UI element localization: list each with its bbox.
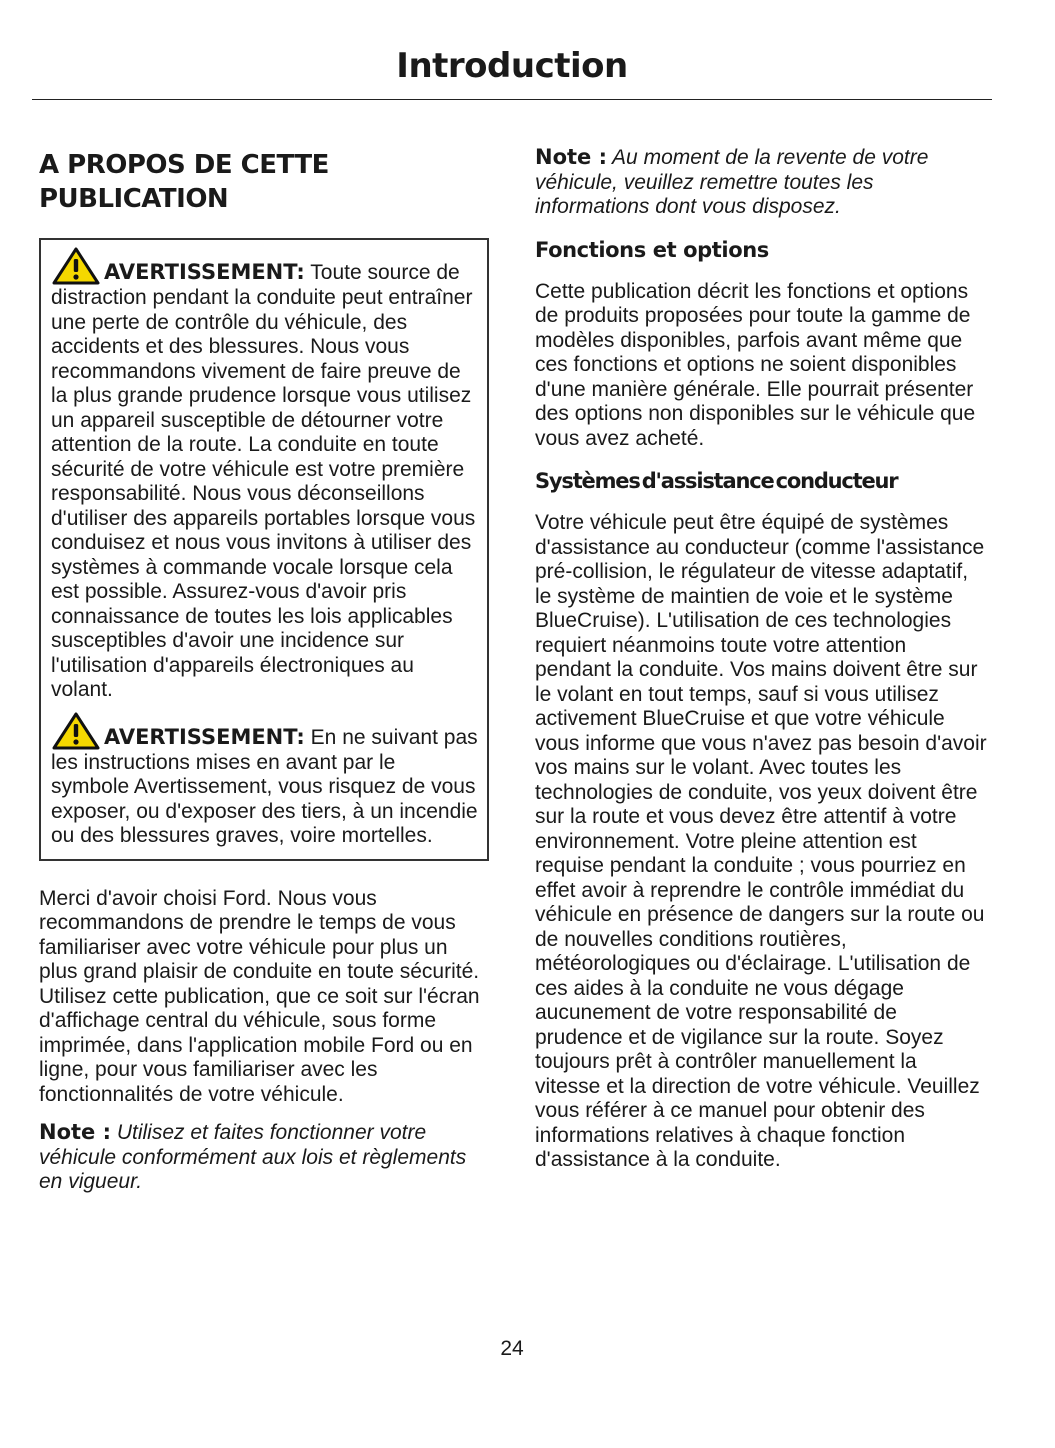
note-text: Utilisez et faites fonctionner votre véhicule conformément aux lois et règlements en vigueur. xyxy=(39,1121,467,1193)
warning-distraction xyxy=(51,246,478,703)
warning-triangle-icon xyxy=(51,246,101,286)
section-title-line1: A PROPOS DE CETTE xyxy=(39,150,329,180)
warning-symbol xyxy=(51,711,478,849)
driver-assist-paragraph: Votre véhicule peut être équipé de systèmes d'assistance au conducteur (comme l'assistance pré-collision, le régulateur de vitesse adaptatif, le système de maintien de voie et le système BlueCruise). L'utilisation de ces technologies requiert néanmoins toute votre attention pendant la conduite. Vos mains doivent être sur le volant en tout temps, sauf si vous utilisez activement BlueCruise et que votre véhicule vous informe que vous n'avez pas besoin d'avoir vos mains sur le volant. Avec toutes les technologies de conduite, vos yeux doivent être sur la route et vous devez être attentif à votre environnement. Votre pleine attention est requise pendant la conduite ; vous pourriez en effet avoir à reprendre le contrôle immédiat du véhicule en présence de dangers sur la route ou de nouvelles conditions routières, météorologiques ou d'éclairage. L'utilisation de ces aides à la conduite ne vous dégage aucunement de votre responsabilité de prudence et de vigilance sur la route. Soyez toujours prêt à contrôler manuellement la vitesse et la direction de votre véhicule. Veuillez vous référer à ce manuel pour obtenir des informations relatives à chaque fonction d'assistance à la conduite. xyxy=(535,511,987,1171)
left-column xyxy=(39,148,489,1195)
note-label: Note : xyxy=(39,1120,111,1144)
note-resale xyxy=(535,145,987,220)
driver-assist-heading: Systèmes d'assistance conducteur xyxy=(535,469,898,493)
intro-paragraph: Merci d'avoir choisi Ford. Nous vous recommandons de prendre le temps de vous familiariser avec votre véhicule pour plus un plus grand plaisir de conduite en toute sécurité. Utilisez cette publication, que ce soit sur l'écran d'affichage central du véhicule, sous forme imprimée, dans l'application mobile Ford ou en ligne, pour vous familiariser avec les fonctionnalités de votre véhicule. xyxy=(39,886,480,1106)
section-title-line2: PUBLICATION xyxy=(39,184,229,214)
page-header-title: Introduction xyxy=(396,46,628,86)
section-title xyxy=(39,148,489,216)
warning-label: AVERTISSEMENT: xyxy=(104,260,305,284)
features-paragraph: Cette publication décrit les fonctions et options de produits proposées pour toute la gamme de modèles disponibles, parfois avant même que ces fonctions et options ne soient disponibles d'une manière générale. Elle pourrait présenter des options non disponibles sur le véhicule que vous avez acheté. xyxy=(535,279,976,450)
note-regulations xyxy=(39,1120,489,1195)
note-label: Note : xyxy=(535,145,607,169)
warning-label: AVERTISSEMENT: xyxy=(104,724,305,749)
page-number: 24 xyxy=(500,1337,524,1360)
warning-triangle-icon xyxy=(51,711,101,751)
right-column xyxy=(535,145,987,1173)
features-heading: Fonctions et options xyxy=(535,237,769,262)
warning-text: Toute source de distraction pendant la conduite peut entraîner une perte de contrôle du véhicule, des accidents et des blessures. Nous vous recommandons vivement de faire preuve de la plus grande prudence lorsque vous utilisez un appareil susceptible de détourner votre attention de la route. La conduite en toute sécurité de votre véhicule est votre première responsabilité. Nous vous déconseillons d'utiliser des appareils portables lorsque vous conduisez et nous vous invitons à utiliser des systèmes à commande vocale lorsque cela est possible. Assurez-vous d'avoir pris connaissance de toutes les lois applicables susceptibles d'avoir une incidence sur l'utilisation d'appareils électroniques au volant. xyxy=(51,261,476,701)
header-divider xyxy=(32,99,992,100)
warning-text: En ne suivant pas les instructions mises en avant par le symbole Avertissement, vous risquez de vous exposer, ou d'exposer des tiers, à un incendie ou des blessures graves, voire mortelles. xyxy=(51,725,478,847)
note-text: Au moment de la revente de votre véhicule, veuillez remettre toutes les informations dont vous disposez. xyxy=(535,146,929,218)
warning-box xyxy=(39,238,489,861)
